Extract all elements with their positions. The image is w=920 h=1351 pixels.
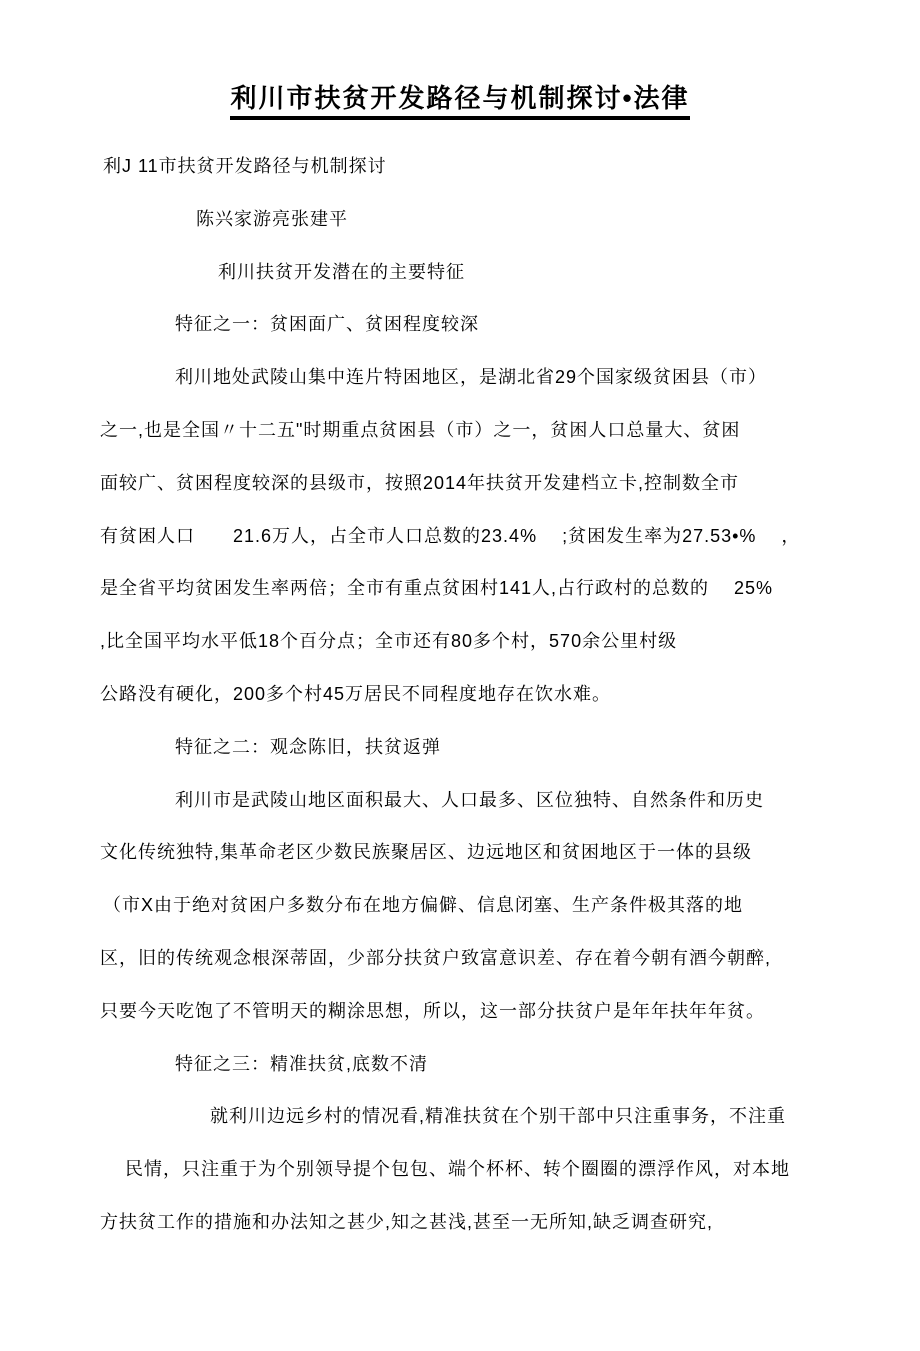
text-line: 公路没有硬化，200多个村45万居民不同程度地存在饮水难。 (100, 683, 612, 704)
text-line: （市X由于绝对贫困户多数分布在地方偏僻、信息闭塞、生产条件极其落的地 (103, 895, 744, 916)
text-line: 有贫困人口 21.6万人，占全市人口总数的23.4% ;贫困发生率为27.53•% ， (100, 525, 801, 546)
text-line-authors: 陈兴家游亮张建平 (196, 208, 348, 229)
text-line-heading: 特征之二：观念陈旧，扶贫返弹 (175, 736, 441, 757)
text-line-heading: 特征之三：精准扶贫,底数不清 (175, 1053, 428, 1074)
text-line: 面较广、贫困程度较深的县级市，按照2014年扶贫开发建档立卡,控制数全市 (100, 472, 740, 493)
text-line: 利川地处武陵山集中连片特困地区，是湖北省29个国家级贫困县（市） (175, 367, 768, 388)
text-line: 是全省平均贫困发生率两倍；全市有重点贫困村141人,占行政村的总数的 25% (100, 578, 774, 599)
text-line: 之一,也是全国〃十二五"时期重点贫困县（市）之一，贫困人口总量大、贫困 (100, 419, 741, 440)
text-line: 文化传统独特,集革命老区少数民族聚居区、边远地区和贫困地区于一体的县级 (100, 842, 752, 863)
text-line: 利川市是武陵山地区面积最大、人口最多、区位独特、自然条件和历史 (175, 789, 764, 810)
text-line: ,比全国平均水平低18个百分点；全市还有80多个村，570余公里村级 (100, 631, 678, 652)
document-title-text: 利川市扶贫开发路径与机制探讨•法律 (230, 78, 689, 120)
text-line-subtitle: 利川扶贫开发潜在的主要特征 (218, 261, 465, 282)
text-line: 区，旧的传统观念根深蒂固，少部分扶贫户致富意识差、存在着今朝有酒今朝醉, (100, 947, 771, 968)
text-line: 就利川边远乡村的情况看,精准扶贫在个别干部中只注重事务，不注重 (210, 1106, 786, 1127)
text-line: 民情，只注重于为个别领导提个包包、端个杯杯、转个圈圈的漂浮作风，对本地 (125, 1159, 790, 1180)
text-line: 利J 11市扶贫开发路径与机制探讨 (103, 156, 387, 176)
document-body (100, 140, 840, 1249)
text-line: 只要今天吃饱了不管明天的糊涂思想，所以，这一部分扶贫户是年年扶年年贫。 (100, 1000, 765, 1021)
document-title (0, 78, 920, 120)
text-line-heading: 特征之一：贫困面广、贫困程度较深 (175, 314, 479, 335)
text-line: 方扶贫工作的措施和办法知之甚少,知之甚浅,甚至一无所知,缺乏调查研究, (100, 1211, 714, 1232)
